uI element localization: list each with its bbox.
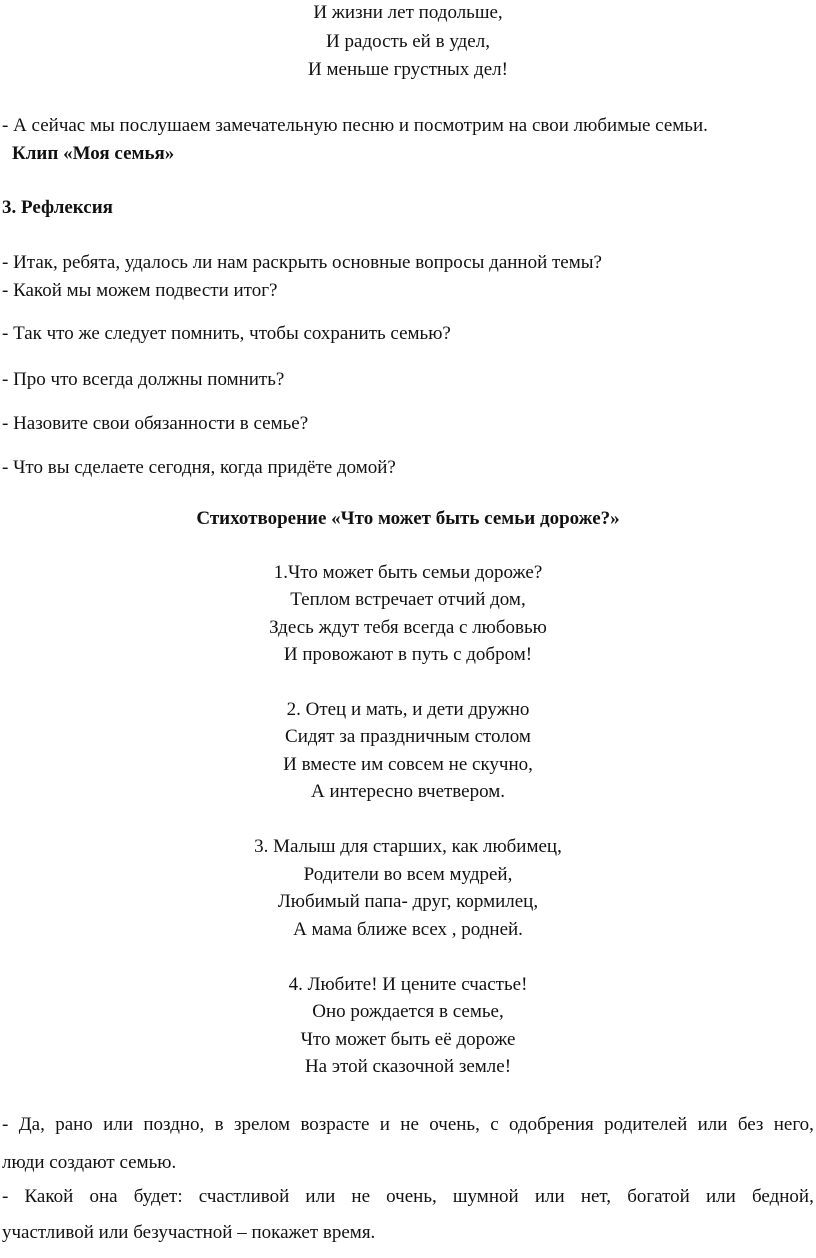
word: очень, bbox=[429, 1114, 480, 1135]
word: или bbox=[103, 1114, 133, 1135]
word: нет, bbox=[580, 1186, 612, 1207]
word: без bbox=[737, 1114, 764, 1135]
stanza-line: И вместе им совсем не скучно, bbox=[283, 754, 533, 775]
word: не bbox=[400, 1114, 419, 1135]
word: и bbox=[379, 1114, 390, 1135]
question-line: - Так что же следует помнить, чтобы сохранить семью? bbox=[2, 323, 451, 344]
question-line: - Назовите свои обязанности в семье? bbox=[2, 413, 309, 434]
stanza-line: Родители во всем мудрей, bbox=[303, 864, 513, 885]
stanza-line: И провожают в путь с добром! bbox=[283, 644, 533, 665]
closing-paragraph-1-line-1 bbox=[2, 1114, 814, 1136]
intro-verse-line: И жизни лет подольше, bbox=[313, 2, 503, 23]
stanza-line: Теплом встречает отчий дом, bbox=[290, 589, 526, 610]
question-line: - Итак, ребята, удалось ли нам раскрыть основные вопросы данной темы? bbox=[2, 252, 602, 273]
stanza-line: А мама ближе всех , родней. bbox=[293, 919, 523, 940]
stanza-line: Сидят за праздничным столом bbox=[285, 726, 531, 747]
word: шумной bbox=[452, 1186, 519, 1207]
word: счастливой bbox=[198, 1186, 290, 1207]
word: Какой bbox=[24, 1186, 74, 1207]
word: или bbox=[697, 1114, 728, 1135]
stanza-line: Любимый папа- друг, кормилец, bbox=[277, 891, 539, 912]
word: с bbox=[490, 1114, 499, 1135]
stanza-line: На этой сказочной земле! bbox=[304, 1056, 512, 1077]
word: в bbox=[214, 1114, 224, 1135]
stanza-line: 1.Что может быть семьи дороже? bbox=[273, 562, 543, 583]
word: или bbox=[534, 1186, 565, 1207]
word: она bbox=[89, 1186, 118, 1207]
word: - bbox=[2, 1114, 9, 1135]
word: или bbox=[305, 1186, 336, 1207]
reflection-heading: 3. Рефлексия bbox=[2, 197, 113, 218]
word: него, bbox=[773, 1114, 814, 1135]
word: Да, bbox=[18, 1114, 45, 1135]
stanza-line: Оно рождается в семье, bbox=[312, 1001, 504, 1022]
word: или bbox=[705, 1186, 736, 1207]
closing-paragraph-2-line-1 bbox=[2, 1186, 814, 1208]
word: поздно, bbox=[143, 1114, 205, 1135]
stanza-line: 4. Любите! И цените счастье! bbox=[288, 974, 528, 995]
word: возрасте bbox=[300, 1114, 370, 1135]
word: одобрения bbox=[509, 1114, 594, 1135]
song-intro-text: - А сейчас мы послушаем замечательную песню и посмотрим на свои любимые семьи. bbox=[2, 115, 708, 136]
question-line: - Про что всегда должны помнить? bbox=[2, 369, 285, 390]
word: родителей bbox=[604, 1114, 688, 1135]
word: богатой bbox=[627, 1186, 690, 1207]
poem-title: Стихотворение «Что может быть семьи дороже?» bbox=[196, 508, 620, 529]
word: рано bbox=[55, 1114, 93, 1135]
word: бедной, bbox=[751, 1186, 814, 1207]
question-line: - Что вы сделаете сегодня, когда придёте домой? bbox=[2, 457, 396, 478]
question-line: - Какой мы можем подвести итог? bbox=[2, 280, 278, 301]
stanza-line: 3. Малыш для старших, как любимец, bbox=[254, 836, 562, 857]
word: зрелом bbox=[233, 1114, 291, 1135]
intro-verse-line: И меньше грустных дел! bbox=[308, 59, 508, 80]
clip-title: Клип «Моя семья» bbox=[12, 143, 175, 164]
closing-paragraph-1-line-2: люди создают семью. bbox=[2, 1152, 177, 1173]
stanza-line: А интересно вчетвером. bbox=[310, 781, 506, 802]
closing-paragraph-2-line-2: участливой или безучастной – покажет время. bbox=[2, 1222, 376, 1243]
intro-verse-line: И радость ей в удел, bbox=[326, 31, 490, 52]
word: будет: bbox=[133, 1186, 183, 1207]
stanza-line: Что может быть её дороже bbox=[300, 1029, 516, 1050]
word: очень, bbox=[386, 1186, 437, 1207]
word: - bbox=[2, 1186, 9, 1207]
stanza-line: Здесь ждут тебя всегда с любовью bbox=[269, 617, 547, 638]
stanza-line: 2. Отец и мать, и дети дружно bbox=[286, 699, 530, 720]
word: не bbox=[351, 1186, 371, 1207]
